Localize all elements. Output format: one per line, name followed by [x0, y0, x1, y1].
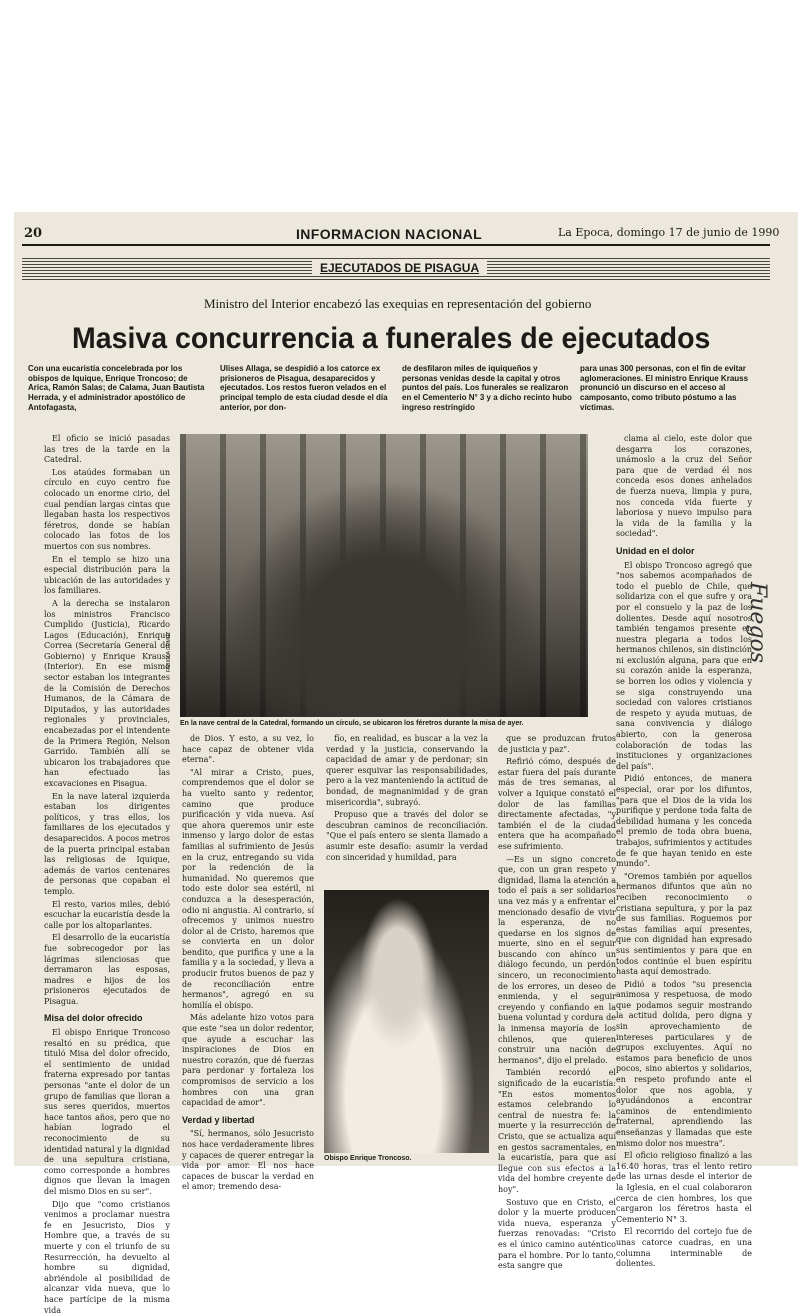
paragraph: El resto, varios miles, debió escuchar la eucaristía desde la calle por los altoparlantes. — [44, 899, 170, 930]
kicker: Ministro del Interior encabezó las exequias en representación del gobierno — [204, 296, 592, 311]
subheading: Misa del dolor ofrecido — [44, 1013, 143, 1024]
issue-date: La Epoca, domingo 17 de junio de 1990 — [558, 226, 780, 239]
paragraph: que se produzcan frutos de justicia y paz". — [498, 734, 616, 754]
paragraph: Pidió entonces, de manera especial, orar por los difuntos, "para que el Dios de la vida los purifique y perdone toda falta de debilidad humana y les conceda el premio de toda obra buena, trabajos, sufrimientos y actitudes de fe que hayan tenido en este mundo". — [616, 774, 752, 869]
paragraph: En la nave lateral izquierda estaban los dirigentes políticos, y tras ellos, los familiares de los ejecutados y desaparecidos. A pocos metros de la puerta principal estaban las religiosas de Iquique, además de varios centenares de personas que copaban el templo. — [44, 791, 170, 896]
paragraph: "Oremos también por aquellos hermanos difuntos que aún no reciben reconocimiento o cristiana sepultura, y por la paz de sus familias. Roguemos por estas familias aquí presentes, que con dignidad han expresado sus sentimientos y para que en todos continúe el buen espíritu hasta aquí demostrado. — [616, 871, 752, 977]
bishop-caption: Obispo Enrique Troncoso. — [324, 1155, 412, 1162]
paragraph: El obispo Enrique Troncoso resaltó en su prédica, que tituló Misa del dolor ofrecido, el sentimiento de unidad fraterna expresado por tantas personas "ante el dolor de un grupo de familias que lloran a sus seres queridos, muertos hace tantos años, pero que no habían logrado el reconocimiento de su identidad natural y la dignidad de una sepultura cristiana, como corresponde a hombres dignos que llevan la imagen del mismo Dios en su ser". — [44, 1028, 170, 1196]
paragraph: Más adelante hizo votos para que este "sea un dolor redentor, que ayude a escuchar las inspiraciones de Dios en nuestro corazón, que dé fuerzas para perdonar y fortaleza los compromisos de servicio a los hombres con una gran capacidad de amor". — [182, 1013, 314, 1108]
section-title: INFORMACION NACIONAL — [296, 226, 483, 242]
paragraph: de Dios. Y esto, a su vez, lo hace capaz de obtener vida eterna". — [182, 734, 314, 765]
paragraph: El obispo Troncoso agregó que "nos sabemos acompañados de todo el pueblo de Chile, que solidariza con el que sufre y ora por el consuelo y la paz de los dolientes. Desde aquí nosotros también tengamos presente en nuestra plegaria a todos los hermanos chilenos, sin distinción ni exclusión alguna, para que en su corazón anide la esperanza, se borren los odios y violencia y se siga construyendo una sociedad con valores cristianos de respeto y ayuda mutuas, de sana convivencia y diálogo abierto, con la generosa colaboración de todas las instituciones y organizaciones del país". — [616, 560, 752, 771]
article-column-1 — [44, 434, 170, 1315]
paragraph: El recorrido del cortejo fue de unas catorce cuadras, en una columna interminable de dolientes. — [616, 1227, 752, 1269]
paragraph: Propuso que a través del dolor se descubran caminos de reconciliación. "Que el país entero se sienta llamado a asumir este desafío: asumir la verdad con sinceridad y humildad, para — [326, 810, 488, 862]
headline: Masiva concurrencia a funerales de ejecutados — [72, 322, 711, 355]
paragraph: Pidió a todos "su presencia animosa y respetuosa, de modo que podamos seguir mostrando la actitud dolida, pero digna y sin aprovechamiento de intereses particulares y de grupos excluyentes. Aquí no estamos para beneficio de unos pocos, sino abiertos y solidarios, en respeto profundo ante el dolor que nos agobia, y ayudándonos a encontrar caminos de entendimiento fraternal, aprendiendo las enseñanzas y llamadas que este mismo dolor nos muestra". — [616, 979, 752, 1148]
cathedral-caption: En la nave central de la Catedral, formando un círculo, se ubicaron los féretros durante la misa de ayer. — [180, 720, 524, 727]
handwritten-note: Fuegos — [745, 582, 770, 664]
subheading: Verdad y libertad — [182, 1114, 255, 1125]
paragraph: En el templo se hizo una especial distribución para la ubicación de las autoridades y los familiares. — [44, 554, 170, 596]
lead-paragraph: de desfilaron miles de iquiqueños y personas venidas desde la capital y otros puntos del país. Los funerales se realizaron en el Cementerio N° 3 y a dicho recinto hubo ingreso restringido — [402, 364, 572, 412]
article-column-2 — [182, 734, 314, 1192]
lead-paragraph: Ulises Allaga, se despidió a los catorce ex prisioneros de Pisagua, desaparecidos y ejecutados. Los restos fueron velados en el principal templo de esta ciudad desde el día anterior, por don- — [220, 364, 388, 412]
paragraph: "Al mirar a Cristo, pues, comprendemos que el dolor se ha vuelto santo y redentor, camino que produce purificación y vida nueva. Así que ahora queremos unir este inmenso y largo dolor de estas familias al sufrimiento de Jesús en la cruz, entregando su vida por la redención de la humanidad. No queremos que todo este dolor sea estéril, ni conduzca a la desesperación, odio ni angustia. Al contrario, sí ofrecemos y unimos nuestro dolor al de Cristo, haremos que se convierta en un dolor bendito, que purifica y une a la familia y a la sociedad, y lleva a producir frutos buenos de paz y de reconciliación entre hermanos", agregó en su homilía el obispo. — [182, 767, 314, 1010]
paragraph: "Sí, hermanos, sólo Jesucristo nos hace verdaderamente libres y capaces de querer entregar la vida por amor. El nos hace capaces de buscar la verdad en el amor; tremendo desa- — [182, 1129, 314, 1192]
subheading: Unidad en el dolor — [616, 545, 695, 556]
paragraph: clama al cielo, este dolor que desgarra los corazones, unámoslo a la cruz del Señor para que de verdad él nos conceda esos dones anhelados de fuerza nueva, limpia y pura, nos conceda vida fuerte y laboriosa y nuevo impulso para la vida de la familia y la sociedad". — [616, 434, 752, 539]
cathedral-photo — [180, 434, 588, 717]
newspaper-page — [14, 212, 798, 1315]
paragraph: A la derecha se instalaron los ministros Francisco Cumplido (Justicia), Ricardo Lagos (Educación), Enrique Correa (Secretaría General de Gobierno) y Enrique Krauss (Interior). En ese mismo sector estaban los integrantes de la Comisión de Derechos Humanos, de la Cámara de Diputados, y las autoridades regionales y provinciales, encabezadas por el intendente de la Primera Región, Nelson Garrido. También allí se ubicaron los trabajadores que han efectuado las excavaciones en Pisagua. — [44, 598, 170, 788]
lead-paragraph: Con una eucaristía concelebrada por los obispos de Iquique, Enrique Troncoso; de Arica, Ramón Salas; de Calama, Juan Bautista Herrada, y el administrador apostólico de Antofagasta, — [28, 364, 205, 412]
bishop-photo — [324, 890, 489, 1153]
photo-credit: FABIOLA GOMEZ — [166, 631, 172, 672]
paragraph: fío, en realidad, es buscar a la vez la verdad y la justicia, conservando la capacidad de amar y de perdonar; sin querer esquivar las responsabilidades, pero a la vez manteniendo la actitud de bondad, de magnanimidad y de gran misericordia", subrayó. — [326, 734, 488, 807]
header-rule — [22, 244, 770, 246]
lead-paragraph: para unas 300 personas, con el fin de evitar aglomeraciones. El ministro Enrique Krauss pronunció un discurso en el acceso al camposanto, como tributo póstumo a las víctimas. — [580, 364, 749, 412]
paragraph: El oficio se inició pasadas las tres de la tarde en la Catedral. — [44, 434, 170, 465]
page-number: 20 — [24, 226, 43, 241]
paragraph: Los ataúdes formaban un círculo en cuyo centro fue colocado un enorme cirio, del cual pendían largas cintas que llegaban hasta los respectivos féretros, donde se habían colocado las fotos de los muertos con sus nombres. — [44, 467, 170, 551]
article-column-5 — [616, 434, 752, 1269]
banner-label: EJECUTADOS DE PISAGUA — [312, 261, 487, 275]
paragraph: Sostuvo que en Cristo, el dolor y la muerte producen vida nueva, esperanza y fuerzas renovadas: "Cristo es el único camino auténtico para el hombre. Por lo tanto, esta sangre que — [498, 1197, 616, 1271]
paragraph: Dijo que "como cristianos venimos a proclamar nuestra fe en Jesucristo, Dios y Hombre que, a través de su muerte y con el triunfo de su Resurrección, ha devuelto al hombre su dignidad, abriéndole al posibilidad de alcanzar vida nueva, que lo hace partícipe de la misma vida — [44, 1199, 170, 1315]
article-column-3 — [326, 734, 488, 886]
paragraph: El oficio religioso finalizó a las 16.40 horas, tras el lento retiro de las urnas desde el interior de la Iglesia, en el cual colaboraron cerca de cien hombres, los que cargaron los féretros hasta el Cementerio N° 3. — [616, 1151, 752, 1224]
paragraph: —Es un signo concreto que, con un gran respeto y dignidad, llama la atención a todo el país a ser solidarios una vez más y a enfrentar el mencionado desafío de vivir la esperanza, de no quedarse en los signos de muerte, sino en el seguir buscando con ahínco un diálogo fecundo, un perdón sincero, un reconocimiento de los errores, un deseo de enmienda, y el seguir creyendo y confiando en la buena voluntad y cordura de la inmensa mayoría de los chilenos, que quieren construir una nación de hermanos", dijo el prelado. — [498, 854, 616, 1065]
paragraph: El desarrollo de la eucaristía fue sobrecogedor por las lágrimas silenciosas que derramaron las esposas, madres e hijos de los prisioneros ejecutados de Pisagua. — [44, 933, 170, 1006]
article-column-4 — [498, 734, 616, 1271]
paragraph: También recordó el significado de la eucaristía: "En estos momentos estamos celebrando lo central de nuestra fe: la muerte y la resurrección de Cristo, que se actualiza aquí en gestos sacramentales, en la eucaristía, para que así llegue con sus efectos a la vida del hombre creyente de hoy". — [498, 1068, 616, 1194]
paragraph: Refirió cómo, después de estar fuera del país durante más de tres semanas, al volver a Iquique constató el dolor de las familias directamente afectadas, "y también el de la ciudad entera que ha acompañado ese sufrimiento. — [498, 757, 616, 851]
